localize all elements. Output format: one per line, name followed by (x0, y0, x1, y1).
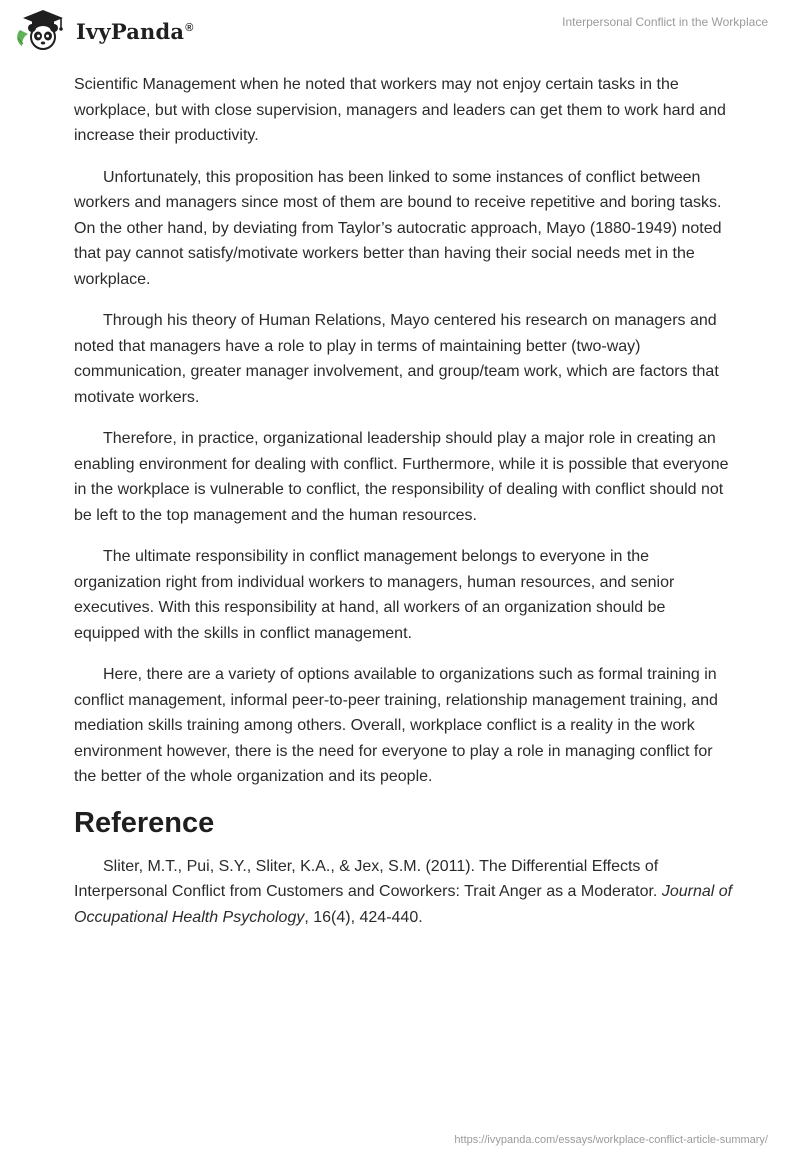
body-paragraph: Scientific Management when he noted that workers may not enjoy certain tasks in the workplace, but with close supervision, managers and leaders can get them to work hard and increase their productivity. (74, 76, 726, 144)
brand-name (76, 19, 194, 44)
body-paragraph: The ultimate responsibility in conflict management belongs to everyone in the organization right from individual workers to managers, human resources, and senior executives. With this responsibility at hand, all workers of an organization should be equipped with the skills in conflict management. (74, 548, 675, 642)
brand-text: IvyPanda (76, 18, 185, 44)
brand-registered-mark: ® (185, 21, 194, 34)
citation-volume-pages: , 16(4), 424-440. (304, 908, 423, 926)
citation-journal: Journal of Occupational Health Psychology (74, 883, 733, 926)
ivypanda-logo[interactable] (14, 8, 194, 52)
essay-content (74, 72, 734, 946)
citation-authors-title: Sliter, M.T., Pui, S.Y., Sliter, K.A., & Jex, S.M. (2011). The Differential Effects of Interpersonal Conflict from Customers and Coworkers: Trait Anger as a Moderator. (74, 857, 662, 900)
body-paragraph: Therefore, in practice, organizational leadership should play a major role in creating an enabling environment for dealing with conflict. Furthermore, while it is possible that everyone in the workplace is vulnerable to conflict, the responsibility of dealing with conflict should not be left to the top management and the human resources. (74, 430, 729, 524)
reference-citation (74, 854, 734, 931)
body-paragraph: Here, there are a variety of options available to organizations such as formal training in conflict management, informal peer-to-peer training, relationship management training, and mediation skills training among others. Overall, workplace conflict is a reality in the work environment however, there is the need for everyone to play a role in managing conflict for the better of the whole organization and its people. (74, 666, 718, 785)
body-paragraph: Through his theory of Human Relations, Mayo centered his research on managers and noted that managers have a role to play in terms of maintaining better (two-way) communication, greater manager involvement, and group/team work, which are factors that motivate workers. (74, 312, 719, 406)
body-paragraph: Unfortunately, this proposition has been linked to some instances of conflict between workers and managers since most of them are bound to receive repetitive and boring tasks. On the other hand, by deviating from Taylor’s autocratic approach, Mayo (1880-1949) noted that pay cannot satisfy/motivate workers better than having their social needs met in the workplace. (74, 168, 722, 288)
panda-logo-icon (14, 8, 72, 52)
document-title: Interpersonal Conflict in the Workplace (562, 15, 768, 29)
source-url[interactable]: https://ivypanda.com/essays/workplace-conflict-article-summary/ (454, 1134, 768, 1146)
page-header (0, 0, 800, 60)
reference-heading: Reference (74, 806, 215, 839)
